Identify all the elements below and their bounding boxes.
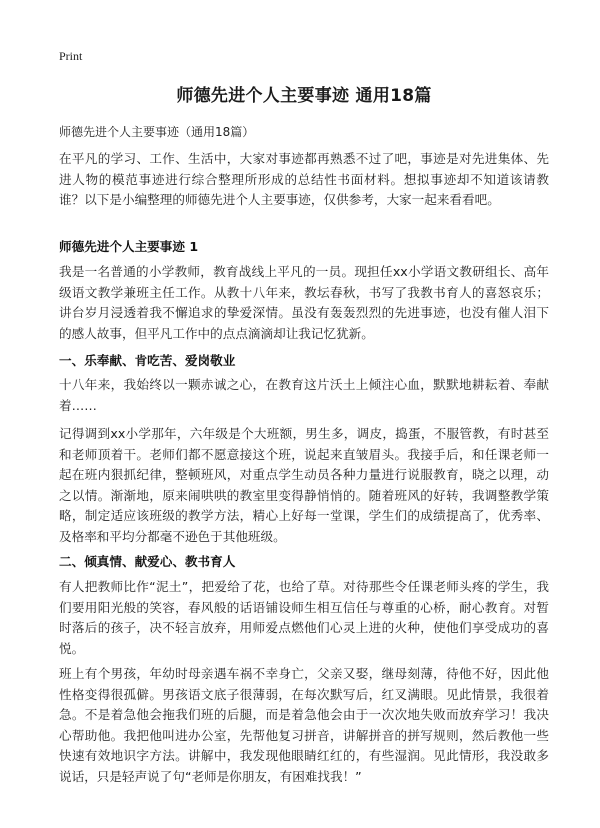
paragraph-3: 记得调到xx小学那年，六年级是个大班额，男生多，调皮，捣蛋，不服管教，有时甚至和老师顶着干。老师们都不愿意接这个班，说起来直皱眉头。我接手后，和任课老师一起在班内狠抓纪律，整顿班风，对重点学生动员各种力量进行说服教育，晓之以理，动之以情。渐渐地，原来闹哄哄的教室里变得静悄悄的。随着班风的好转，我调整教学策略，制定适应该班级的教学方法，精心上好每一堂课，学生们的成绩提高了，优秀率、及格率和平均分都毫不逊色于其他班级。 (59, 426, 549, 544)
paragraph-1: 我是一名普通的小学教师，教育战线上平凡的一员。现担任xx小学语文教研组长、高年级语文教学兼班主任工作。从教十八年来，教坛春秋，书写了我教书育人的喜怒哀乐；讲台岁月浸透着我不懈追求的挚爱深情。虽没有轰轰烈烈的先进事迹，也没有催人泪下的感人故事，但平凡工作中的点点滴滴却让我记忆犹新。 (59, 264, 549, 341)
print-link[interactable]: Print (59, 49, 83, 63)
subheading-2: 二、倾真情、献爱心、教书育人 (59, 554, 236, 569)
subheading-1: 一、乐奉献、肯吃苦、爱岗敬业 (59, 353, 236, 368)
paragraph-5: 班上有个男孩，年幼时母亲遇车祸不幸身亡，父亲又娶，继母刻薄，待他不好，因此他性格变得很孤僻。男孩语文底子很薄弱，在每次默写后，红叉满眼。见此情景，我很着急。不是着急他会拖我们班的后腿，而是着急他会由于一次次地失败而放弃学习！我决心帮助他。我把他叫进办公室，先帮他复习拼音，讲解拼音的拼写规则，然后教他一些快速有效地识字方法。讲解中，我发现他眼睛红红的，有些湿润。见此情形，我没敢多说话，只是轻声说了句“老师是你朋友，有困难找我！” (59, 666, 549, 784)
paragraph-2: 十八年来，我始终以一颗赤诚之心，在教育这片沃土上倾注心血，默默地耕耘着、奉献着…… (59, 377, 549, 413)
document-subtitle: 师德先进个人主要事迹（通用18篇） (59, 125, 255, 139)
intro-paragraph: 在平凡的学习、工作、生活中，大家对事迹都再熟悉不过了吧，事迹是对先进集体、先进人物的模范事迹进行综合整理所形成的总结性书面材料。想拟事迹却不知道该请教谁？以下是小编整理的师德先进个人主要事迹，仅供参考，大家一起来看看吧。 (59, 151, 549, 207)
paragraph-4: 有人把教师比作“泥土”，把爱给了花，也给了草。对待那些令任课老师头疼的学生，我们要用阳光般的笑容，春风般的话语铺设师生相互信任与尊重的心桥，耐心教育。对暂时落后的孩子，决不轻言放弃，用师爱点燃他们心灵上进的火种，使他们享受成功的喜悦。 (59, 579, 549, 656)
section-heading: 师德先进个人主要事迹 1 (59, 239, 199, 254)
document-title: 师德先进个人主要事迹 通用18篇 (176, 86, 432, 106)
